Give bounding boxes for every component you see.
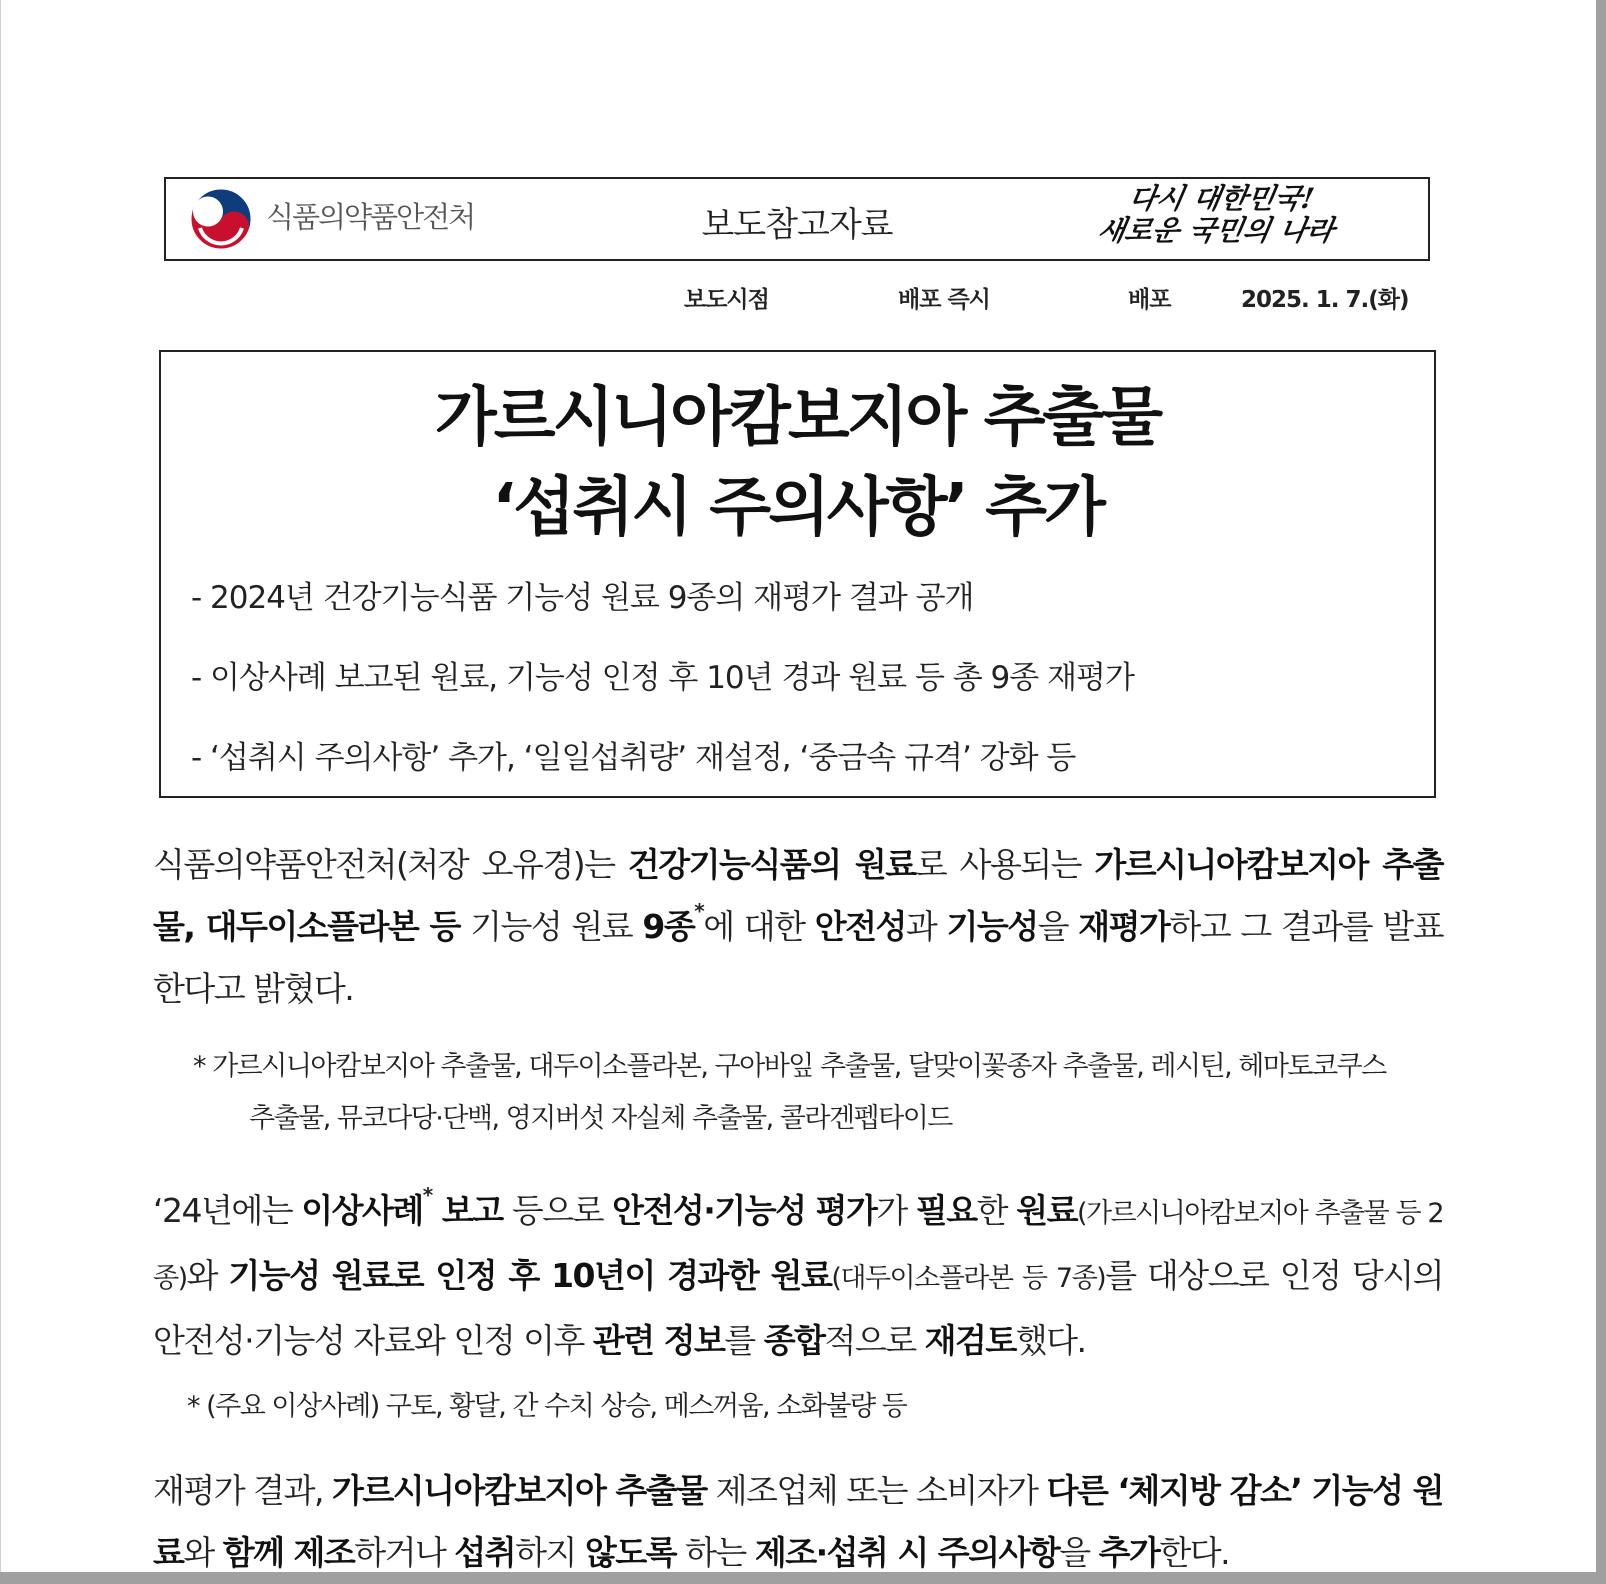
text: 하거나 — [354, 1533, 455, 1572]
headline-box — [159, 350, 1436, 798]
emphasis: 안전성 — [814, 907, 906, 946]
parenthetical: (가르시니아캄보지아 추출물 등 2종) — [153, 1198, 1444, 1294]
emphasis: 관련 정보 — [592, 1321, 725, 1360]
footnote-1-line1: * 가르시니아캄보지아 추출물, 대두이소플라본, 구아바잎 추출물, 달맞이꽃종자 추출물, 레시틴, 헤마토코쿠스 — [193, 1051, 1386, 1082]
emphasis: 9종 — [642, 907, 695, 946]
subheadline-2: - 이상사례 보고된 원료, 기능성 인정 후 10년 경과 원료 등 총 9종 재평가 — [191, 660, 1134, 696]
subheadline-3: - ‘섭취시 주의사항’ 추가, ‘일일섭취량’ 재설정, ‘중금속 규격’ 강화 등 — [191, 740, 1076, 776]
emphasis: 보고 — [431, 1191, 503, 1230]
slogan-line2: 새로운 국민의 나라 — [1095, 214, 1337, 247]
emphasis: 종합 — [763, 1321, 825, 1360]
emphasis: 다른 ‘체지방 감소’ 기능성 원료 — [153, 1471, 1443, 1572]
text: 하는 — [676, 1533, 755, 1572]
release-date-value: 2025. 1. 7.(화) — [1241, 287, 1409, 313]
text: 와 — [183, 1533, 223, 1572]
emphasis: 제조·섭취 시 주의사항 — [754, 1533, 1060, 1572]
emphasis: 섭취 — [454, 1533, 516, 1572]
emphasis: 원료 — [1016, 1191, 1077, 1230]
emphasis: 재평가 — [1078, 907, 1170, 946]
release-date-label: 배포 — [1128, 287, 1171, 313]
emphasis: 않도록 — [584, 1533, 677, 1572]
subheadline-1: - 2024년 건강기능식품 기능성 원료 9종의 재평가 결과 공개 — [191, 580, 974, 616]
ministry-name: 식품의약품안전처 — [266, 200, 475, 234]
text: 를 — [724, 1321, 764, 1360]
text: 한다. — [1159, 1533, 1230, 1572]
text: 로 사용되는 — [915, 845, 1095, 884]
text: 을 — [1037, 907, 1079, 946]
document-type: 보도참고자료 — [701, 205, 893, 245]
parenthetical: (대두이소플라본 등 7종) — [831, 1263, 1106, 1294]
emphasis: 재검토 — [924, 1321, 1016, 1360]
release-time-value: 배포 즉시 — [898, 287, 990, 313]
text: 와 — [186, 1256, 229, 1295]
text: 적으로 — [824, 1321, 925, 1360]
paragraph-2 — [153, 1180, 1443, 1372]
text: 식품의약품안전처(처장 오유경)는 — [153, 845, 628, 884]
text: 가 — [876, 1191, 916, 1230]
emphasis: 이상사례 — [301, 1191, 423, 1230]
text: 하지 — [515, 1533, 585, 1572]
text: 등으로 — [502, 1191, 613, 1230]
footnote-marker: * — [422, 1183, 432, 1207]
text: 에 대한 — [703, 907, 815, 946]
headline-line2: ‘섭취시 주의사항’ 추가 — [492, 471, 1103, 545]
emphasis: 건강기능식품의 원료 — [627, 845, 916, 884]
emphasis: 함께 제조 — [222, 1533, 355, 1572]
release-time-label: 보도시점 — [684, 287, 769, 313]
paragraph-1 — [153, 834, 1443, 1020]
emphasis: 기능성 원료로 인정 후 10년이 경과한 원료 — [228, 1256, 832, 1295]
press-header — [164, 177, 1430, 261]
text: 과 — [905, 907, 947, 946]
text: 하고 그 결과를 발표한다고 밝혔다. — [153, 907, 1444, 1008]
text: 제조업체 또는 소비자가 — [706, 1471, 1047, 1510]
emphasis: 기능성 — [946, 907, 1038, 946]
text: 기능성 원료 — [459, 907, 643, 946]
footnote-2: * (주요 이상사례) 구토, 황달, 간 수치 상승, 메스꺼움, 소화불량 등 — [187, 1391, 907, 1422]
text: 했다. — [1015, 1321, 1086, 1360]
text: 을 — [1059, 1533, 1099, 1572]
slogan — [1062, 183, 1375, 255]
emphasis: 가르시니아캄보지아 추출물, 대두이소플라본 등 — [153, 845, 1443, 946]
text: ‘24년에는 — [153, 1191, 302, 1230]
paragraph-3 — [153, 1460, 1443, 1584]
slogan-line1: 다시 대한민국! — [1126, 182, 1317, 215]
emphasis: 가르시니아캄보지아 추출물 — [331, 1471, 707, 1510]
text: 재평가 결과, — [153, 1471, 332, 1510]
emphasis: 필요 — [915, 1191, 977, 1230]
emphasis: 추가 — [1098, 1533, 1160, 1572]
text: 를 대상으로 인정 당시의 안전성·기능성 자료와 인정 이후 — [153, 1256, 1443, 1360]
footnote-marker: * — [694, 899, 704, 923]
headline-line1: 가르시니아캄보지아 추출물 — [434, 381, 1161, 455]
text: 한 — [976, 1191, 1017, 1230]
emphasis: 안전성·기능성 평가 — [612, 1191, 877, 1230]
footnote-1-line2: 추출물, 뮤코다당·단백, 영지버섯 자실체 추출물, 콜라겐펩타이드 — [249, 1103, 952, 1134]
